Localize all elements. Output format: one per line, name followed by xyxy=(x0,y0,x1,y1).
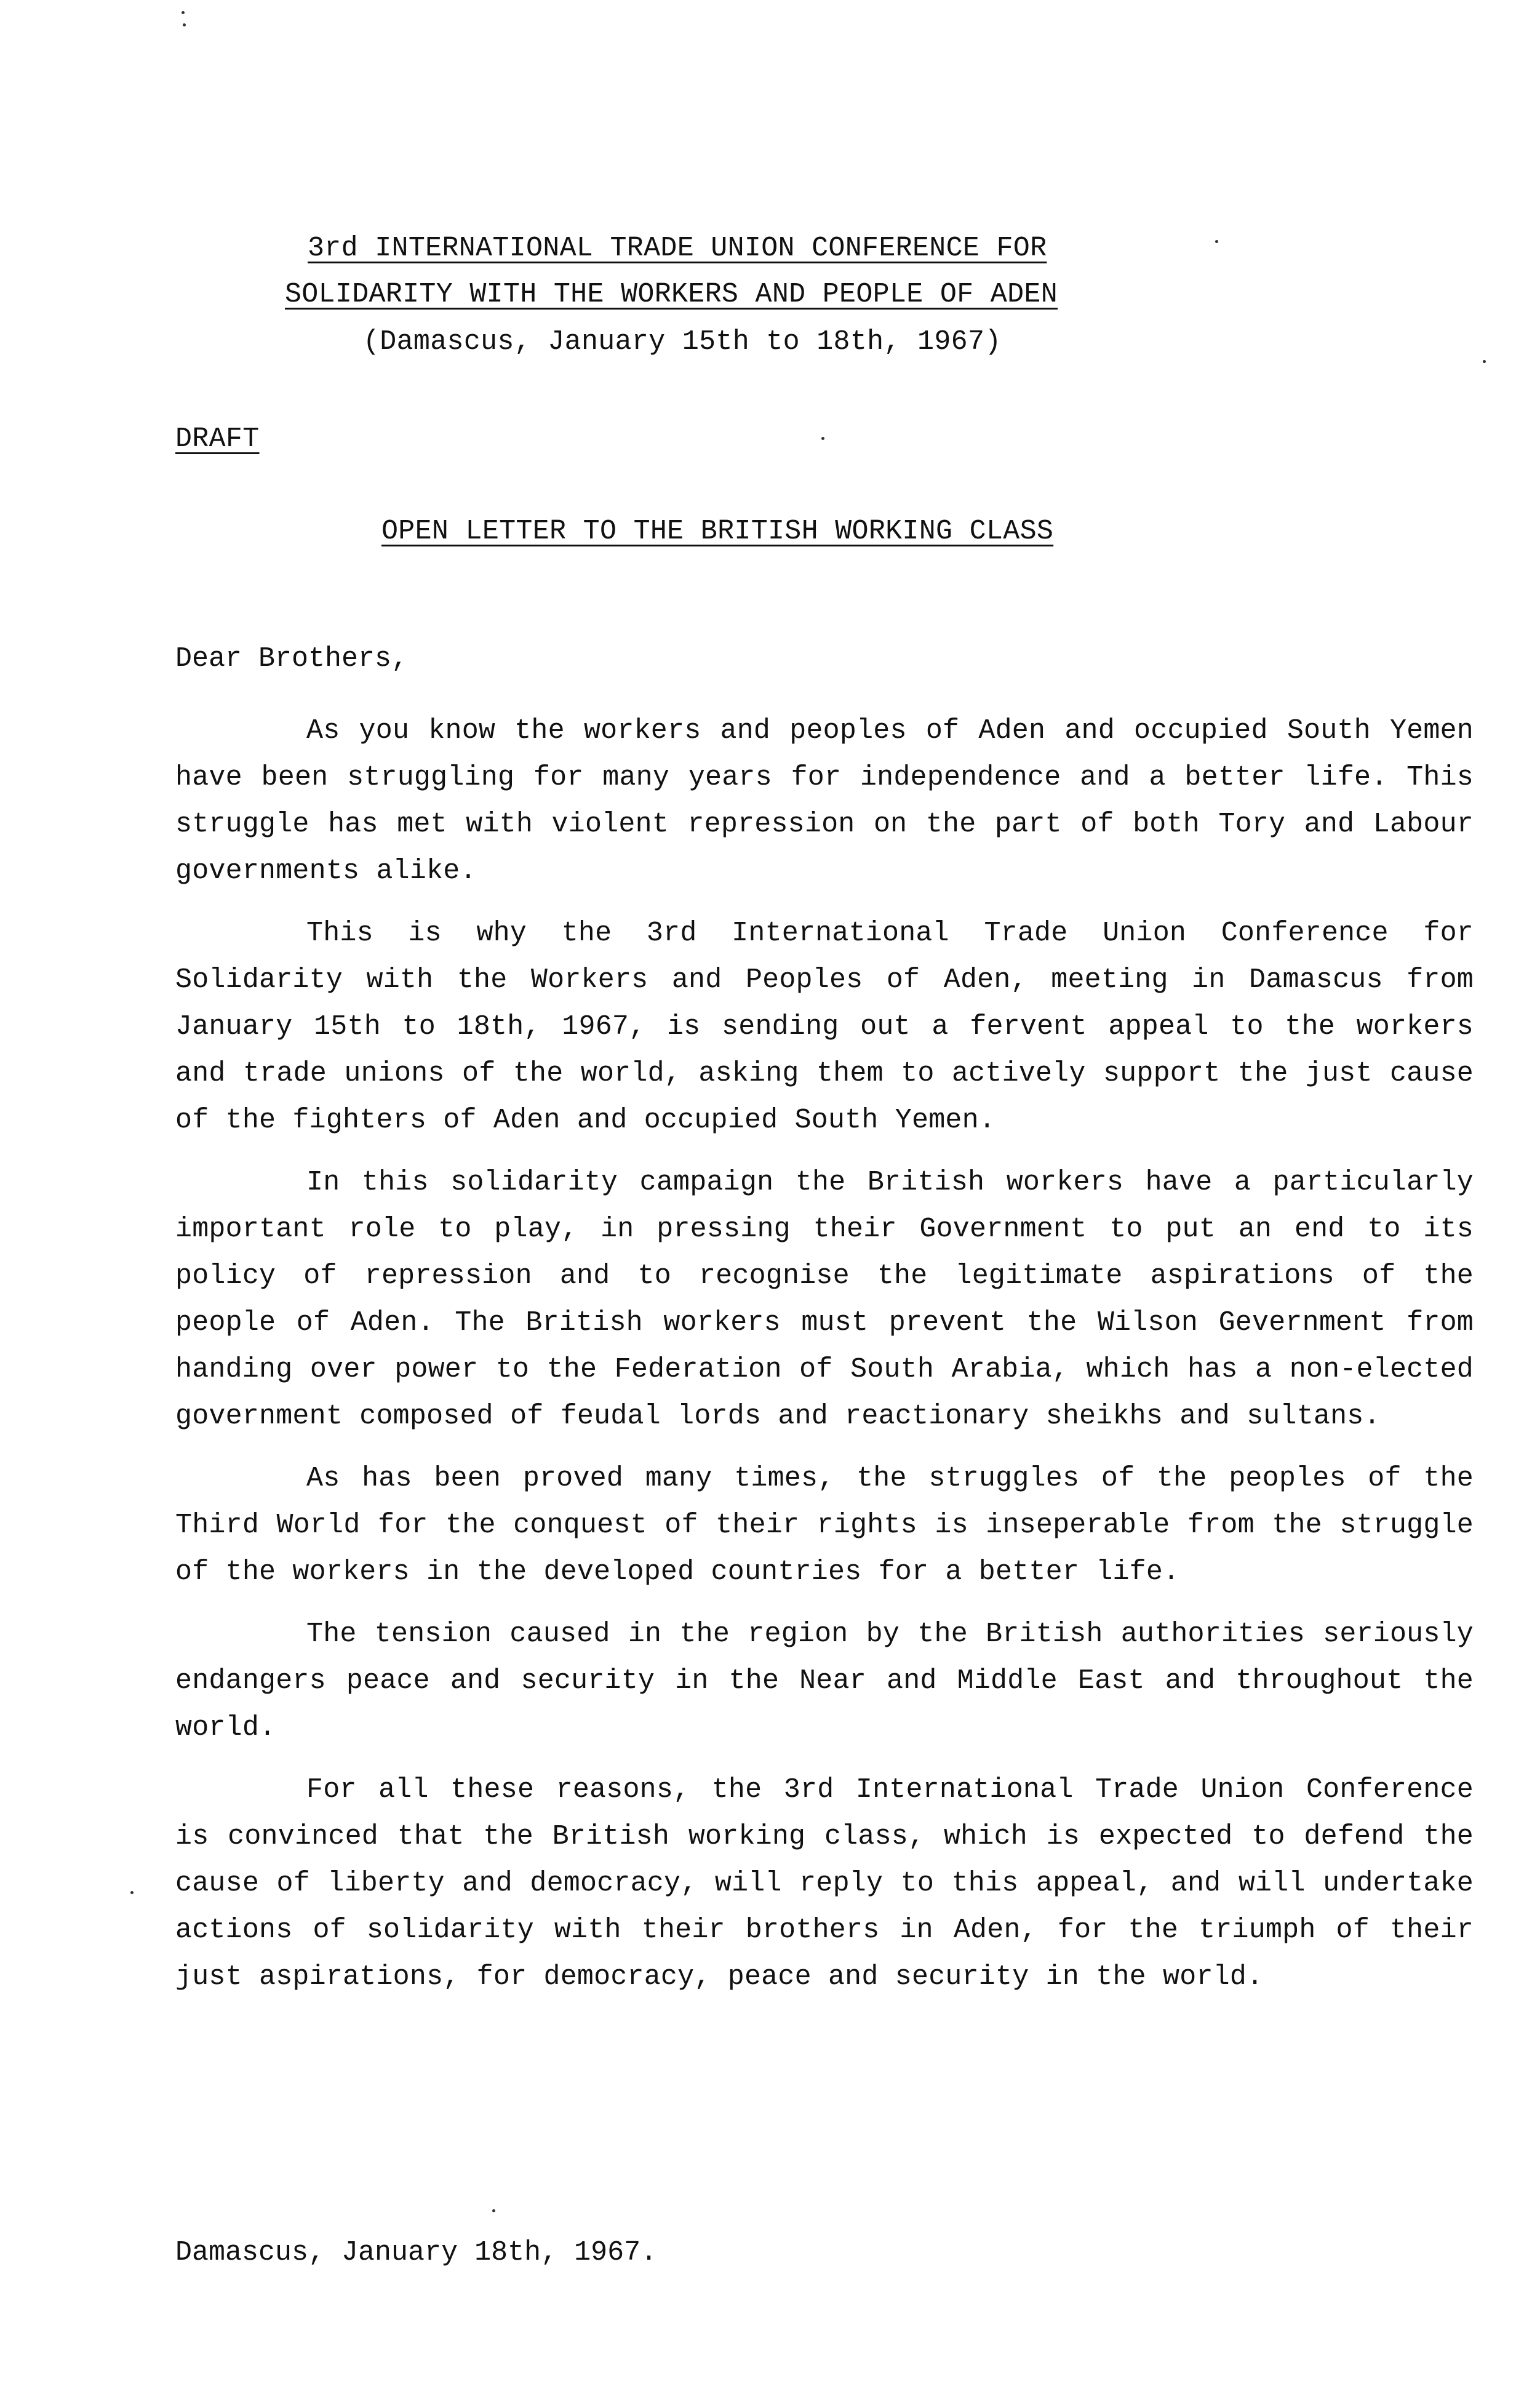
draft-label: DRAFT xyxy=(175,423,260,455)
conference-dates: (Damascus, January 15th to 18th, 1967) xyxy=(363,326,1002,358)
paragraph: For all these reasons, the 3rd International Trade Union Conference is convinced that the British working class, which is expected to defend the cause of liberty and democracy, will reply to this appeal, and will undertake actions of solidarity with their brothers in Aden, for the triumph of their just aspirations, for democracy, peace and security in the world. xyxy=(175,1774,1474,1993)
paragraph: The tension caused in the region by the British authorities seriously endangers peace and security in the Near and Middle East and throughout the world. xyxy=(175,1618,1474,1743)
scan-speck xyxy=(821,437,824,440)
salutation: Dear Brothers, xyxy=(175,643,409,674)
paragraph: This is why the 3rd International Trade Union Conference for Solidarity with the Workers and Peoples of Aden, meeting in Damascus from January 15th to 18th, 1967, is sending out a fervent appeal to the workers and trade unions of the world, asking them to actively support the just cause of the fighters of Aden and occupied South Yemen. xyxy=(175,918,1474,1136)
conference-title-line-1: 3rd INTERNATIONAL TRADE UNION CONFERENCE FOR xyxy=(308,233,1047,264)
scan-speck xyxy=(1215,240,1218,243)
letter-body xyxy=(175,708,1474,2016)
closing-date-line: Damascus, January 18th, 1967. xyxy=(175,2237,658,2268)
scan-speck xyxy=(183,23,186,26)
scan-speck xyxy=(182,11,185,14)
letter-title: OPEN LETTER TO THE BRITISH WORKING CLASS xyxy=(381,516,1054,547)
conference-title-line-2: SOLIDARITY WITH THE WORKERS AND PEOPLE OF ADEN xyxy=(285,279,1058,310)
scan-speck xyxy=(492,2209,495,2212)
paragraph: As you know the workers and peoples of Aden and occupied South Yemen have been struggling for many years for independence and a better life. This struggle has met with violent repression on the part of both Tory and Labour governments alike. xyxy=(175,715,1474,887)
paragraph: As has been proved many times, the struggles of the peoples of the Third World for the conquest of their rights is inseperable from the struggle of the workers in the developed countries for a better life. xyxy=(175,1463,1474,1588)
scan-speck xyxy=(1483,360,1486,363)
paragraph: In this solidarity campaign the British workers have a particularly important role to play, in pressing their Government to put an end to its policy of repression and to recognise the legitimate aspirations of the people of Aden. The British workers must prevent the Wilson Gevernment from handing over power to the Federation of South Arabia, which has a non-elected government composed of feudal lords and reactionary sheikhs and sultans. xyxy=(175,1167,1474,1432)
scan-speck xyxy=(130,1891,134,1894)
